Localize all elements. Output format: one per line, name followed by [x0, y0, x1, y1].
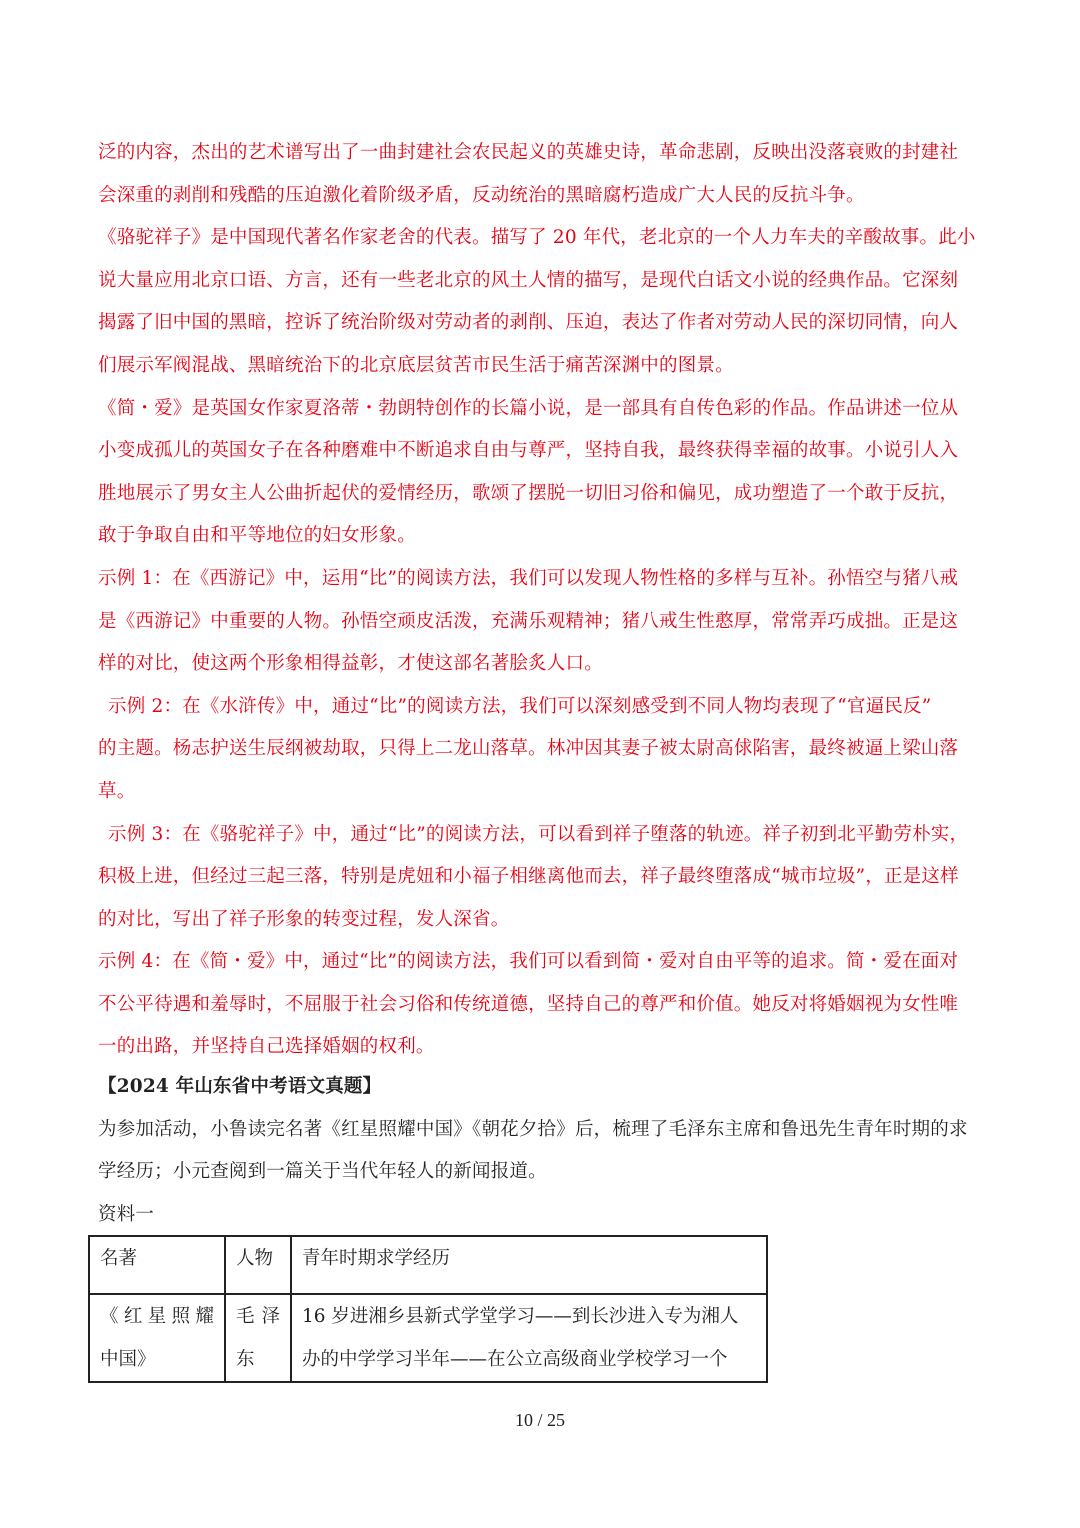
text-line: 是《西游记》中重要的人物。孙悟空顽皮活泼，充满乐观精神；猪八戒生性憨厚，常常弄巧成拙。正是这	[98, 610, 959, 632]
text-line: 说大量应用北京口语、方言，还有一些老北京的风土人情的描写，是现代白话文小说的经典作品。它深刻	[98, 269, 959, 291]
table-header-row	[89, 1236, 767, 1294]
cell-history	[291, 1294, 767, 1382]
paragraph-example-3	[98, 814, 984, 942]
page-number: 10 / 25	[514, 1410, 565, 1430]
text-line: 示例 3：在《骆驼祥子》中，通过“比”的阅读方法，可以看到祥子堕落的轨迹。祥子初到北平勤劳朴实，	[108, 823, 969, 845]
cell-person	[225, 1294, 291, 1382]
paragraph-luotuo-xiangzi	[98, 217, 984, 387]
answer-analysis-section	[98, 132, 984, 1069]
table-row	[89, 1294, 767, 1382]
text-line: 示例 2：在《水浒传》中，通过“比”的阅读方法，我们可以深刻感受到不同人物均表现了“官逼民反”	[108, 695, 932, 717]
exam-intro	[98, 1109, 984, 1194]
text-line: 敢于争取自由和平等地位的妇女形象。	[98, 525, 416, 547]
text-line: 胜地展示了男女主人公曲折起伏的爱情经历，歌颂了摆脱一切旧习俗和偏见，成功塑造了一个敢于反抗，	[98, 482, 959, 504]
text-line: 们展示军阀混战、黑暗统治下的北京底层贫苦市民生活于痛苦深渊中的图景。	[98, 354, 734, 376]
text-line: 示例 1：在《西游记》中，运用“比”的阅读方法，我们可以发现人物性格的多样与互补。孙悟空与猪八戒	[98, 567, 959, 589]
text-line: 积极上进，但经过三起三落，特别是虎妞和小福子相继离他而去，祥子最终堕落成“城市垃圾”，正是这样	[98, 866, 959, 888]
cell-line: 中国》	[100, 1349, 156, 1370]
header-cell-book: 名著	[89, 1236, 225, 1294]
paragraph-example-2	[98, 686, 984, 814]
paragraph-jane-eyre	[98, 388, 984, 558]
cell-line: 办的中学学习半年——在公立高级商业学校学习一个	[302, 1349, 728, 1370]
text-line: 样的对比，使这两个形象相得益彰，才使这部名著脍炙人口。	[98, 653, 603, 675]
paragraph-shuihu	[98, 132, 984, 217]
text-line: 示例 4：在《简・爱》中，通过“比”的阅读方法，我们可以看到简・爱对自由平等的追求。简・爱在面对	[98, 951, 959, 973]
text-line: 为参加活动，小鲁读完名著《红星照耀中国》《朝花夕拾》后，梳理了毛泽东主席和鲁迅先生青年时期的求	[98, 1118, 968, 1140]
text-line: 一的出路，并坚持自己选择婚姻的权利。	[98, 1036, 435, 1058]
paragraph-example-1	[98, 558, 984, 686]
cell-line: 16 岁进湘乡县新式学堂学习——到长沙进入专为湘人	[302, 1306, 739, 1327]
text-line: 《骆驼祥子》是中国现代著名作家老舍的代表。描写了 20 年代，老北京的一个人力车夫的辛酸故事。此小	[98, 227, 976, 249]
header-cell-person: 人物	[225, 1236, 291, 1294]
text-line: 会深重的剥削和残酷的压迫激化着阶级矛盾，反动统治的黑暗腐朽造成广大人民的反抗斗争。	[98, 184, 865, 206]
text-line: 不公平待遇和羞辱时，不屈服于社会习俗和传统道德，坚持自己的尊严和价值。她反对将婚姻视为女性唯	[98, 993, 959, 1015]
cell-line: 东	[236, 1349, 255, 1370]
paragraph-example-4	[98, 941, 984, 1069]
cell-book	[89, 1294, 225, 1382]
material-label: 资料一	[98, 1203, 155, 1225]
cell-line: 毛泽	[236, 1306, 280, 1327]
exam-question-section	[98, 1066, 984, 1236]
material-table	[88, 1235, 768, 1383]
exam-title: 【2024 年山东省中考语文真题】	[98, 1076, 382, 1097]
text-line: 泛的内容，杰出的艺术谱写出了一曲封建社会农民起义的英雄史诗，革命悲剧，反映出没落衰败的封建社	[98, 142, 959, 163]
header-cell-history: 青年时期求学经历	[291, 1236, 767, 1294]
text-line: 小变成孤儿的英国女子在各种磨难中不断追求自由与尊严，坚持自我，最终获得幸福的故事。小说引人入	[98, 440, 959, 462]
text-line: 揭露了旧中国的黑暗，控诉了统治阶级对劳动者的剥削、压迫，表达了作者对劳动人民的深切同情，向人	[98, 312, 959, 334]
cell-line: 《红星照耀	[100, 1306, 214, 1327]
text-line: 草。	[98, 780, 136, 802]
text-line: 学经历；小元查阅到一篇关于当代年轻人的新闻报道。	[98, 1161, 547, 1183]
text-line: 的对比，写出了祥子形象的转变过程，发人深省。	[98, 908, 510, 930]
text-line: 的主题。杨志护送生辰纲被劫取，只得上二龙山落草。林冲因其妻子被太尉高俅陷害，最终被逼上梁山落	[98, 738, 959, 760]
text-line: 《简・爱》是英国女作家夏洛蒂・勃朗特创作的长篇小说，是一部具有自传色彩的作品。作品讲述一位从	[98, 397, 959, 419]
